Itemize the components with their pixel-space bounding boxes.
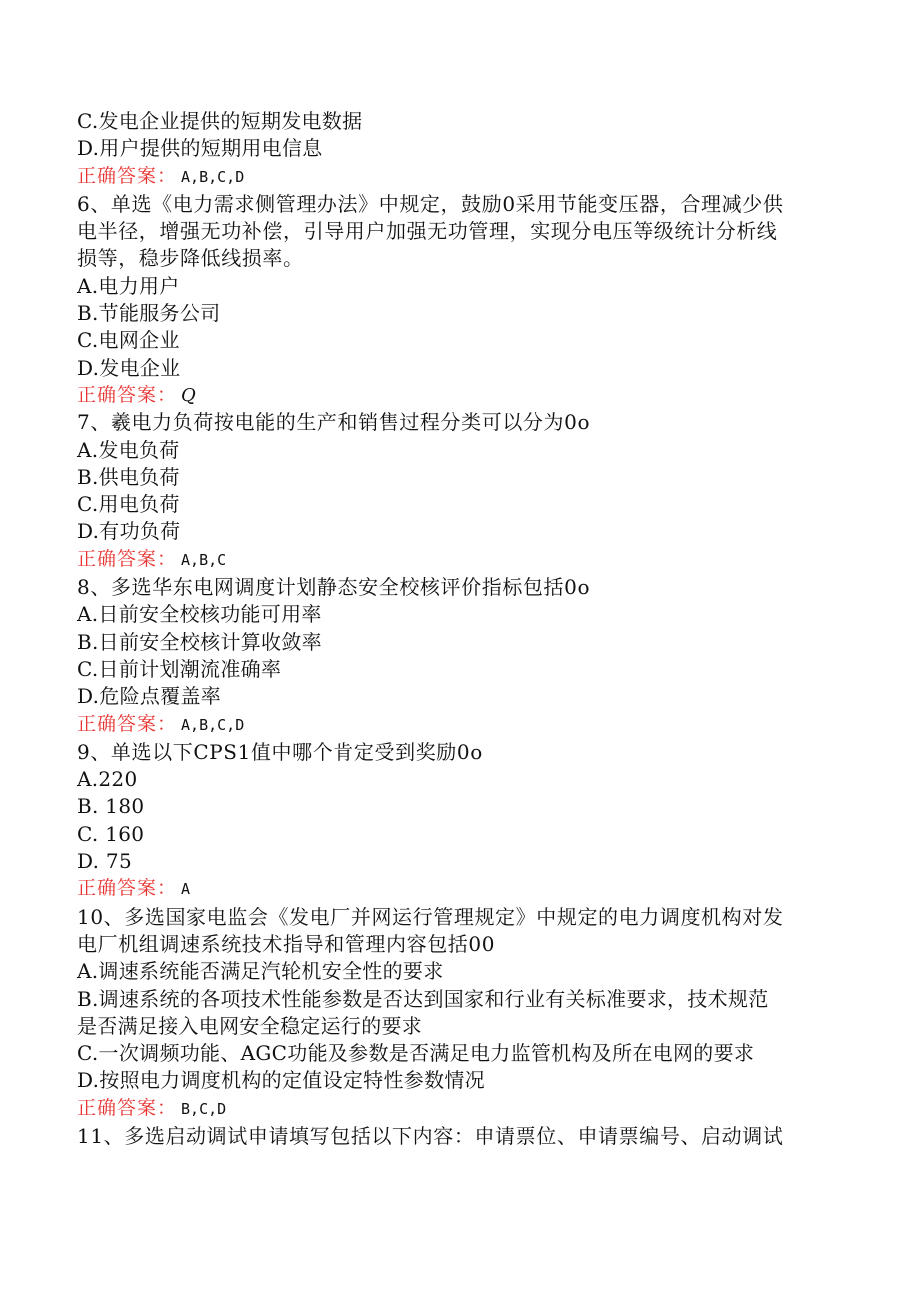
question-text: 损等，稳步降低线损率。 (77, 246, 304, 271)
option-text: B.调速系统的各项技术性能参数是否达到国家和行业有关标准要求，技术规范 (77, 986, 769, 1011)
option-text: C.电网企业 (77, 328, 180, 353)
document-body (77, 108, 857, 1150)
option-text: D.危险点覆盖率 (77, 684, 222, 709)
option-text: A.220 (77, 767, 138, 792)
question-text: 电厂机组调速系统技术指导和管理内容包括00 (77, 931, 496, 956)
option-text: C.日前计划潮流准确率 (77, 656, 282, 681)
answer-label: 正确答案： (77, 164, 178, 187)
question-text: 10、多选国家电监会《发电厂并网运行管理规定》中规定的电力调度机构对发 (77, 904, 784, 929)
option-text: 是否满足接入电网安全稳定运行的要求 (77, 1013, 423, 1038)
answer-value: A,B,C (181, 550, 227, 569)
option-text: D.用户提供的短期用电信息 (77, 136, 323, 161)
answer-label: 正确答案： (77, 712, 178, 735)
answer-value: Q (181, 384, 196, 406)
question-text: 电半径，增强无功补偿，引导用户加强无功管理，实现分电压等级统计分析线 (77, 219, 778, 244)
option-text: A.日前安全校核功能可用率 (77, 602, 322, 627)
question-text: 8、多选华东电网调度计划静态安全校核评价指标包括0o (77, 575, 591, 600)
option-text: C. 160 (77, 821, 145, 846)
option-text: A.发电负荷 (77, 437, 180, 462)
answer-label: 正确答案： (77, 1096, 178, 1119)
answer-line (77, 875, 857, 903)
option-text: C.发电企业提供的短期发电数据 (77, 109, 363, 133)
answer-label: 正确答案： (77, 547, 178, 570)
answer-line (77, 1095, 857, 1123)
option-text: C.一次调频功能、AGC功能及参数是否满足电力监管机构及所在电网的要求 (77, 1041, 755, 1066)
answer-line (77, 382, 857, 409)
answer-line (77, 711, 857, 739)
question-text: 7、羲电力负荷按电能的生产和销售过程分类可以分为0o (77, 410, 591, 435)
question-text: 9、单选以下CPS1值中哪个肯定受到奖励0o (77, 739, 483, 764)
answer-line (77, 163, 857, 191)
answer-value: A,B,C,D (181, 715, 245, 734)
answer-value: B,C,D (181, 1099, 227, 1118)
option-text: B. 180 (77, 794, 145, 819)
option-text: D.按照电力调度机构的定值设定特性参数情况 (77, 1068, 485, 1093)
answer-label: 正确答案： (77, 877, 178, 900)
question-text: 6、单选《电力需求侧管理办法》中规定，鼓励0采用节能变压器，合理减少供 (77, 191, 784, 216)
answer-line (77, 546, 857, 574)
option-text: B.节能服务公司 (77, 301, 221, 326)
option-text: A.电力用户 (77, 273, 180, 298)
option-text: C.用电负荷 (77, 492, 180, 517)
question-text: 11、多选启动调试申请填写包括以下内容：申请票位、申请票编号、启动调试 (77, 1123, 784, 1148)
option-text: B.日前安全校核计算收敛率 (77, 629, 322, 654)
answer-value: A (181, 880, 191, 899)
option-text: D. 75 (77, 849, 132, 874)
option-text: D.发电企业 (77, 355, 181, 380)
option-text: D.有功负荷 (77, 519, 181, 544)
option-text: A.调速系统能否满足汽轮机安全性的要求 (77, 959, 444, 984)
answer-value: A,B,C,D (181, 167, 245, 186)
answer-label: 正确答案： (77, 383, 178, 406)
option-text: B.供电负荷 (77, 464, 180, 489)
